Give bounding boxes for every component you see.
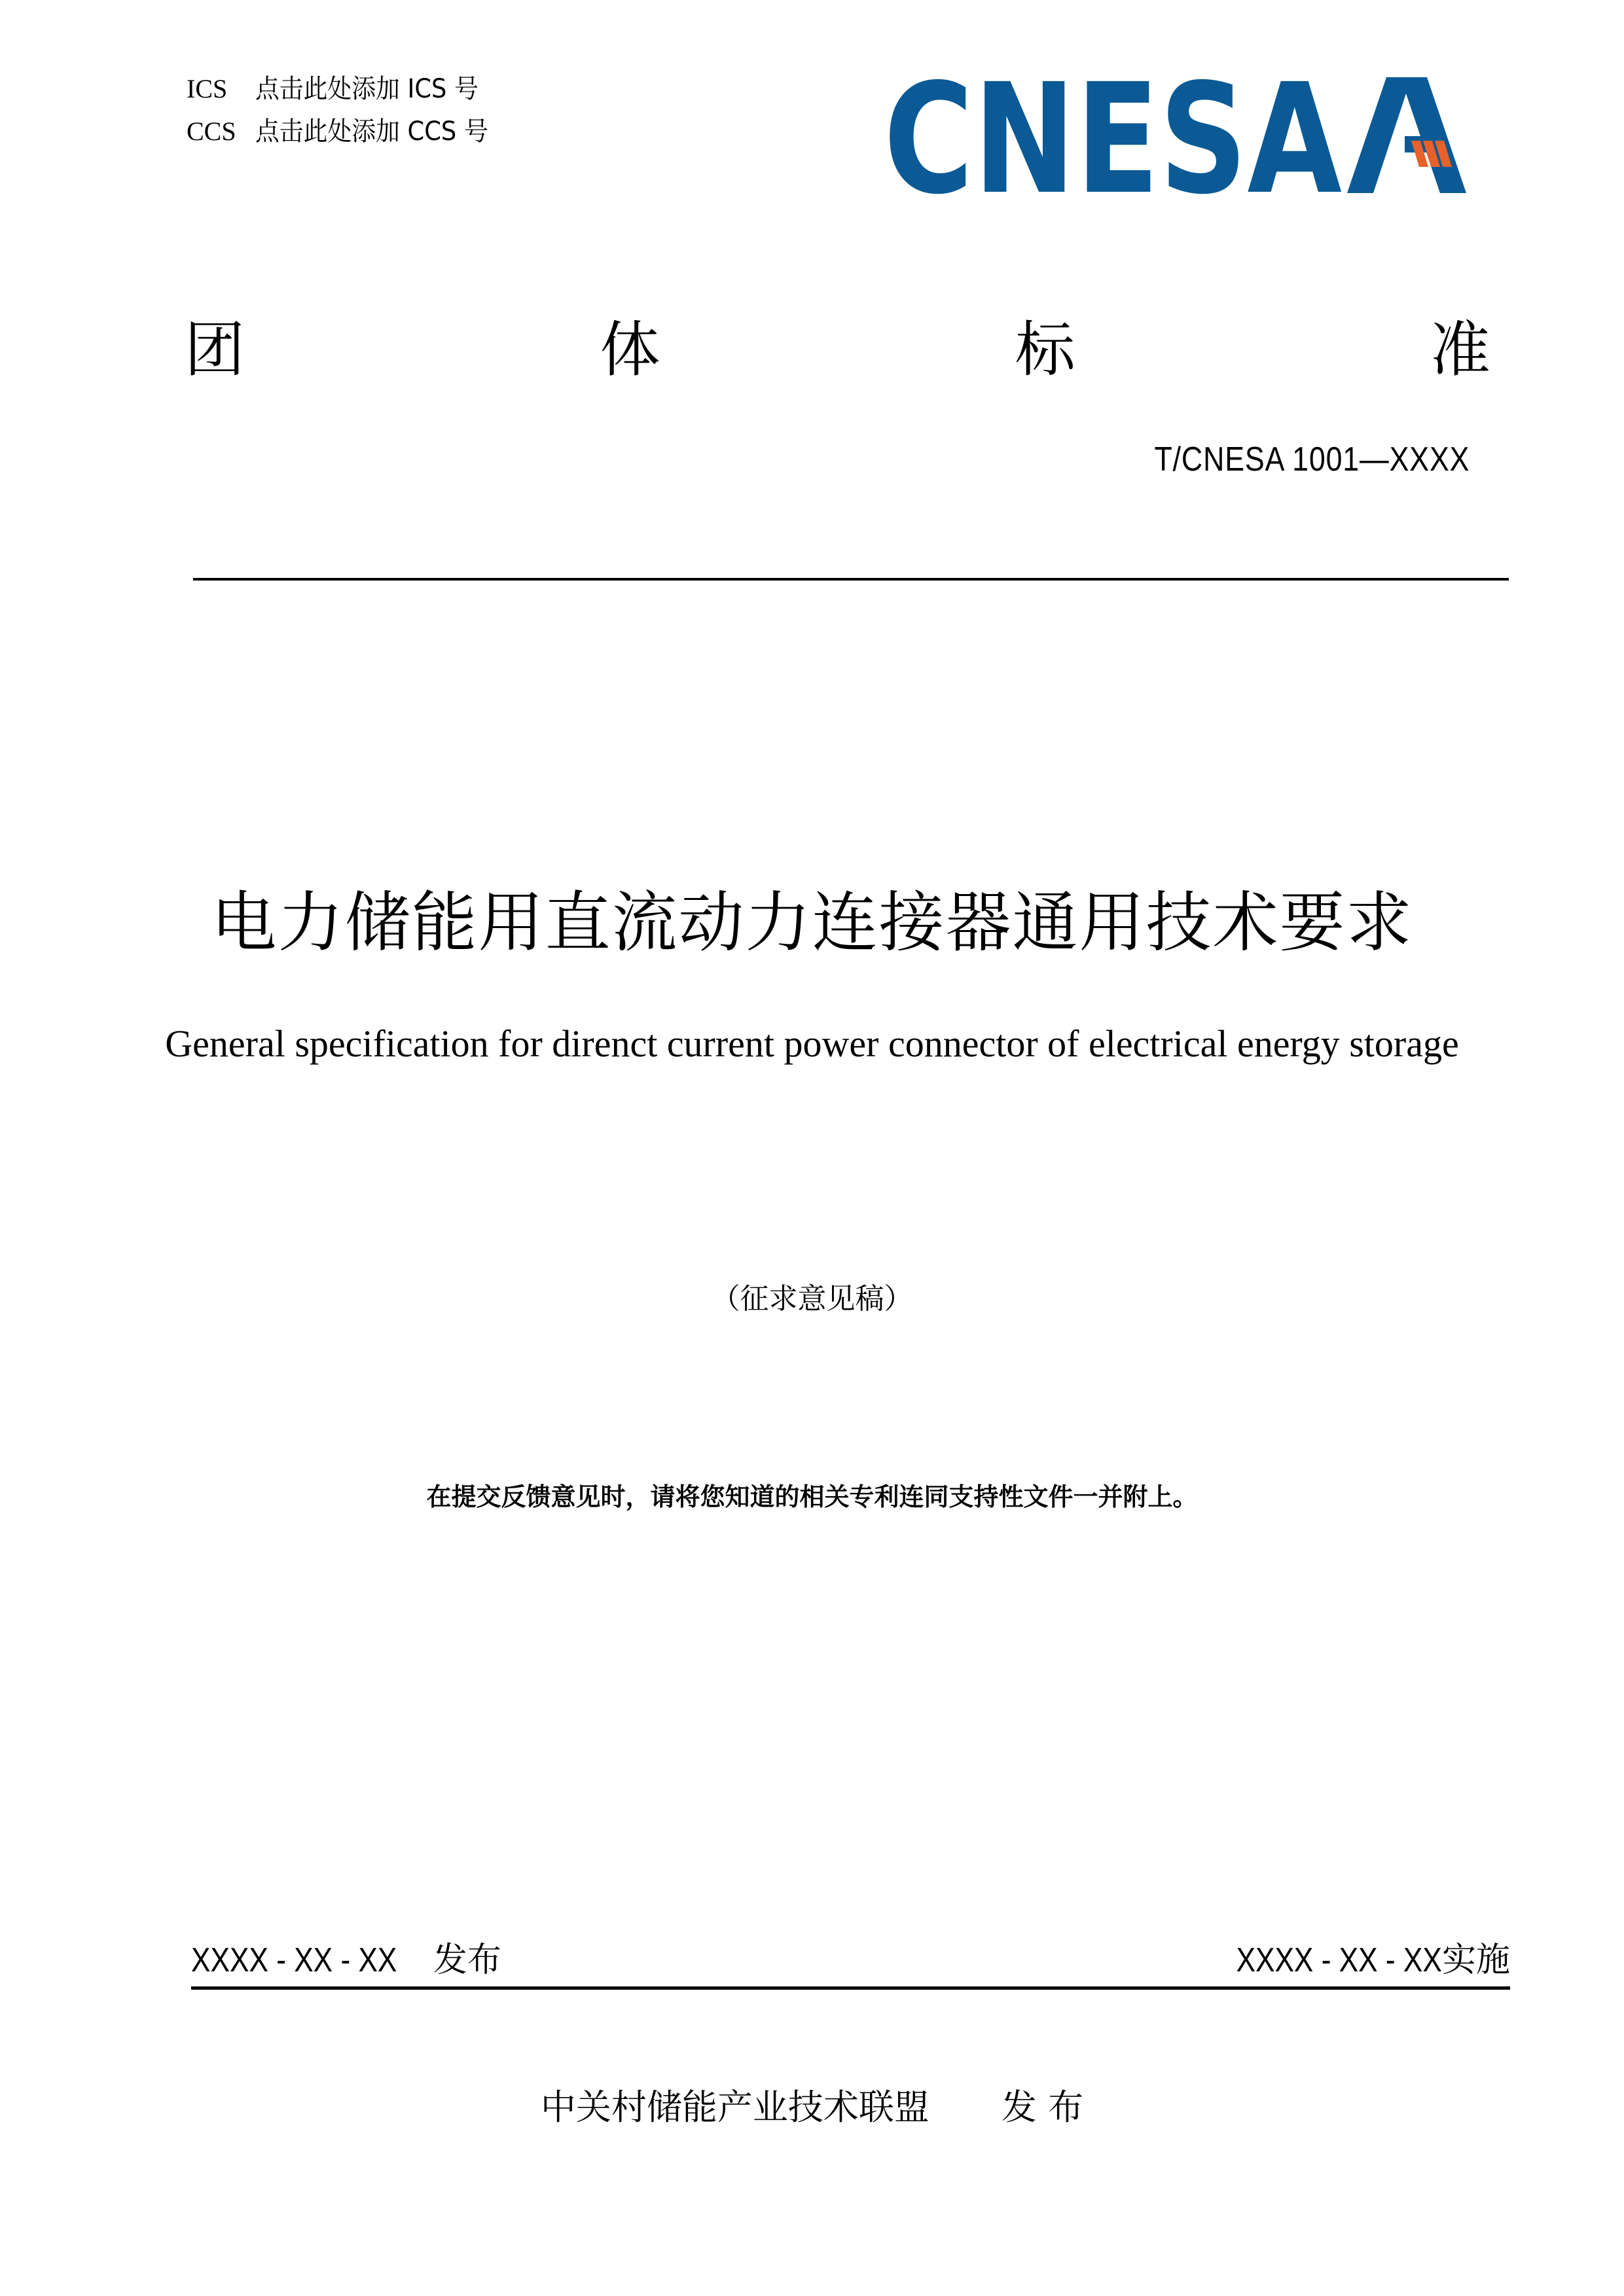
ccs-label: CCS (187, 117, 236, 146)
ics-label: ICS (187, 74, 228, 103)
ics-value-field[interactable]: 点击此处添加 ICS 号 (255, 74, 478, 104)
standard-type-char: 团 (185, 315, 245, 385)
cnesa-logo-icon (884, 72, 1473, 200)
standard-type-char: 准 (1430, 315, 1490, 385)
svg-text:CNESA: CNESA (884, 72, 1342, 200)
patent-notice: 在提交反馈意见时，请将您知道的相关专利连同支持性文件一并附上。 (426, 1482, 1198, 1511)
standard-number: T/CNESA 1001—XXXX (1154, 440, 1470, 478)
implementation-date (1200, 1937, 1510, 1983)
document-title-cn: 电力储能用直流动力连接器通用技术要求 (211, 884, 1413, 961)
implementation-date-label: 实施 (1441, 1941, 1510, 1980)
cnesa-logo (884, 72, 1473, 200)
issue-date-label: 发布 (433, 1941, 501, 1980)
publisher-line (0, 2085, 1624, 2130)
standard-type-heading (185, 314, 1490, 386)
draft-status: （征求意见稿） (711, 1282, 913, 1316)
ics-code-line (187, 73, 498, 105)
publisher-name: 中关村储能产业技术联盟 (540, 2087, 929, 2128)
standard-type-char: 体 (600, 315, 660, 385)
ccs-code-line (187, 116, 509, 147)
issue-date (191, 1937, 501, 1983)
footer-divider (191, 1986, 1510, 1990)
publisher-action: 发 布 (1001, 2087, 1084, 2128)
ccs-value-field[interactable]: 点击此处添加 CCS 号 (255, 117, 488, 147)
implementation-date-value: XXXX - XX - XX (1236, 1941, 1442, 1979)
issue-date-value: XXXX - XX - XX (191, 1941, 397, 1979)
document-title-en: General specification for direnct current power connector of electrical energy storage (165, 1022, 1459, 1065)
standard-type-char: 标 (1015, 315, 1075, 385)
header-divider (193, 578, 1509, 581)
